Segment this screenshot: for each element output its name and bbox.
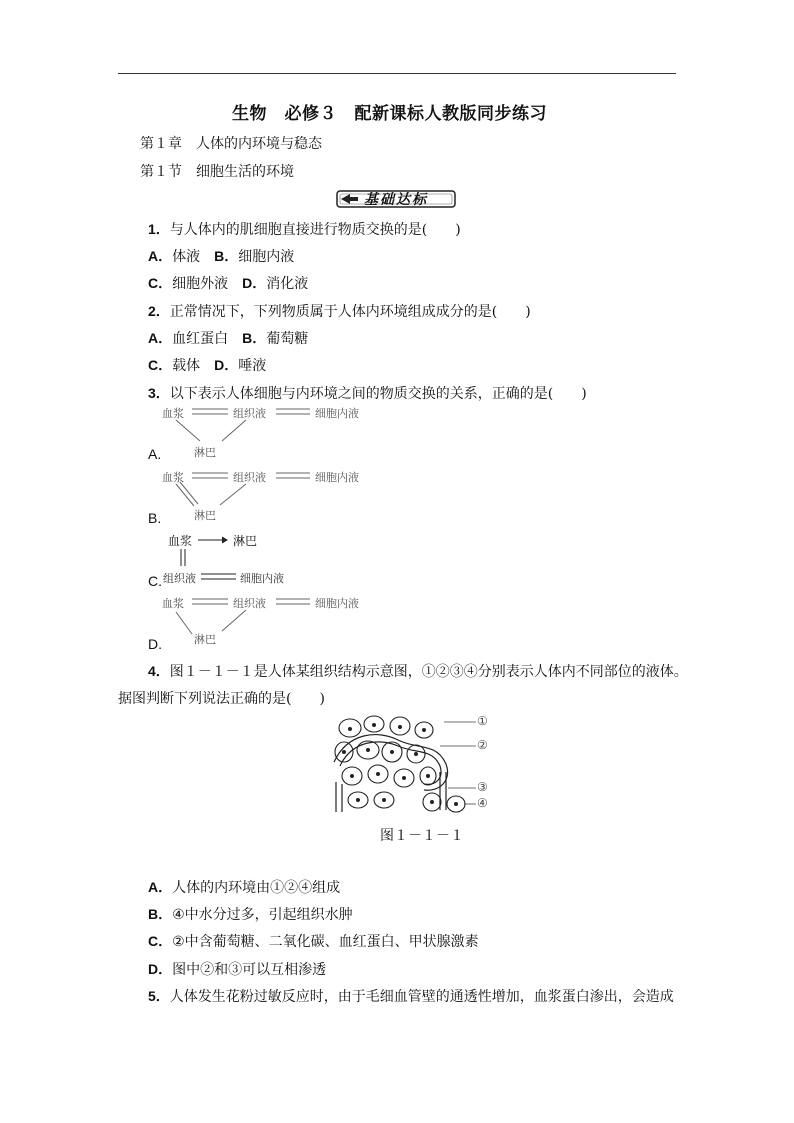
question-2 (148, 301, 531, 321)
option-text: ④中水分过多，引起组织水肿 (172, 907, 353, 923)
diagram-c-plasma: 血浆 (168, 534, 193, 548)
diagram-c-letter: C. (148, 573, 162, 589)
figure-caption: 图１－１－１ (380, 828, 464, 844)
question-number: 2． (148, 303, 170, 319)
diagram-b-intracellular: 细胞内液 (315, 471, 359, 484)
question-4-line-2: 据图判断下列说法正确的是( ) (118, 691, 325, 707)
q4-option-c (148, 931, 479, 951)
option-letter: D． (242, 275, 267, 291)
diagram-b-plasma: 血浆 (162, 471, 184, 484)
badge-text: 基础达标 (364, 192, 428, 208)
figure-label-1: ① (477, 714, 488, 728)
question-text: 人体发生花粉过敏反应时，由于毛细血管壁的通透性增加，血浆蛋白渗出，会造成 (169, 989, 674, 1005)
q1-options-row-2 (148, 273, 308, 293)
option-text: 载体 (172, 358, 201, 374)
question-number: 4． (148, 663, 170, 679)
option-text: 图中②和③可以互相渗透 (172, 962, 327, 978)
question-number: 5． (148, 988, 170, 1004)
diagram-a-intracellular: 细胞内液 (315, 407, 359, 420)
diagram-b-tissue-fluid: 组织液 (233, 471, 266, 484)
diagram-d-letter: D. (148, 636, 162, 652)
option-text: 细胞内液 (238, 249, 295, 265)
diagram-c-lymph: 淋巴 (233, 534, 258, 548)
question-3 (148, 383, 587, 403)
option-text: 血红蛋白 (172, 331, 229, 347)
option-text: 人体的内环境由①②④组成 (172, 880, 341, 896)
option-letter: A． (148, 330, 173, 346)
q4-option-b (148, 904, 353, 924)
option-letter: B． (148, 906, 173, 922)
diagram-a-letter: A. (148, 446, 162, 462)
diagram-a-tissue-fluid: 组织液 (233, 407, 266, 420)
figure-label-3: ③ (477, 780, 488, 794)
option-letter: D． (214, 357, 239, 373)
question-text: 与人体内的肌细胞直接进行物质交换的是( ) (169, 222, 461, 238)
figure-label-2: ② (477, 738, 488, 752)
question-text: 图１－１－１是人体某组织结构示意图，①②③④分别表示人体内不同部位的液体。 (169, 664, 688, 680)
header-rule (118, 73, 676, 74)
question-number: 1． (148, 221, 170, 237)
option-letter: C． (148, 275, 173, 291)
chapter-heading: 第１章 人体的内环境与稳态 (140, 136, 322, 152)
q1-options-row-1 (148, 246, 294, 266)
diagram-d-lymph: 淋巴 (194, 633, 216, 646)
diagram-b-lymph: 淋巴 (194, 509, 216, 522)
question-4 (148, 661, 688, 681)
option-text: ②中含葡萄糖、二氧化碳、血红蛋白、甲状腺激素 (172, 934, 479, 950)
option-letter: D． (148, 961, 173, 977)
basic-standard-badge (336, 189, 458, 209)
section-heading: 第１节 细胞生活的环境 (140, 164, 294, 180)
option-text: 葡萄糖 (266, 331, 309, 347)
option-text: 细胞外液 (172, 276, 229, 292)
diagram-d-plasma: 血浆 (162, 597, 184, 610)
option-letter: A． (148, 248, 173, 264)
q2-options-row-1 (148, 328, 308, 348)
option-letter: A． (148, 879, 173, 895)
option-text: 唾液 (238, 358, 267, 374)
question-text: 以下表示人体细胞与内环境之间的物质交换的关系，正确的是( ) (169, 386, 587, 402)
option-text: 体液 (172, 249, 201, 265)
question-1 (148, 219, 461, 239)
diagram-d-tissue-fluid: 组织液 (233, 597, 266, 610)
question-number: 3． (148, 385, 170, 401)
question-5 (148, 986, 674, 1006)
diagram-c-intracellular: 细胞内液 (240, 572, 284, 585)
q4-option-d (148, 959, 326, 979)
option-letter: C． (148, 357, 173, 373)
tissue-structure-figure (328, 712, 488, 820)
figure-label-4: ④ (477, 796, 488, 810)
option-letter: B． (242, 330, 267, 346)
question-text: 正常情况下，下列物质属于人体内环境组成成分的是( ) (169, 304, 531, 320)
option-letter: C． (148, 933, 173, 949)
option-text: 消化液 (266, 276, 309, 292)
diagram-a-lymph: 淋巴 (194, 446, 216, 459)
q4-option-a (148, 877, 340, 897)
option-letter: B． (214, 248, 239, 264)
q2-options-row-2 (148, 355, 266, 375)
page-title: 生物 必修３ 配新课标人教版同步练习 (232, 104, 547, 124)
diagram-d-intracellular: 细胞内液 (315, 597, 359, 610)
diagram-c-tissue-fluid: 组织液 (163, 572, 196, 585)
diagram-b-letter: B. (148, 510, 162, 526)
diagram-a-plasma: 血浆 (162, 407, 184, 420)
